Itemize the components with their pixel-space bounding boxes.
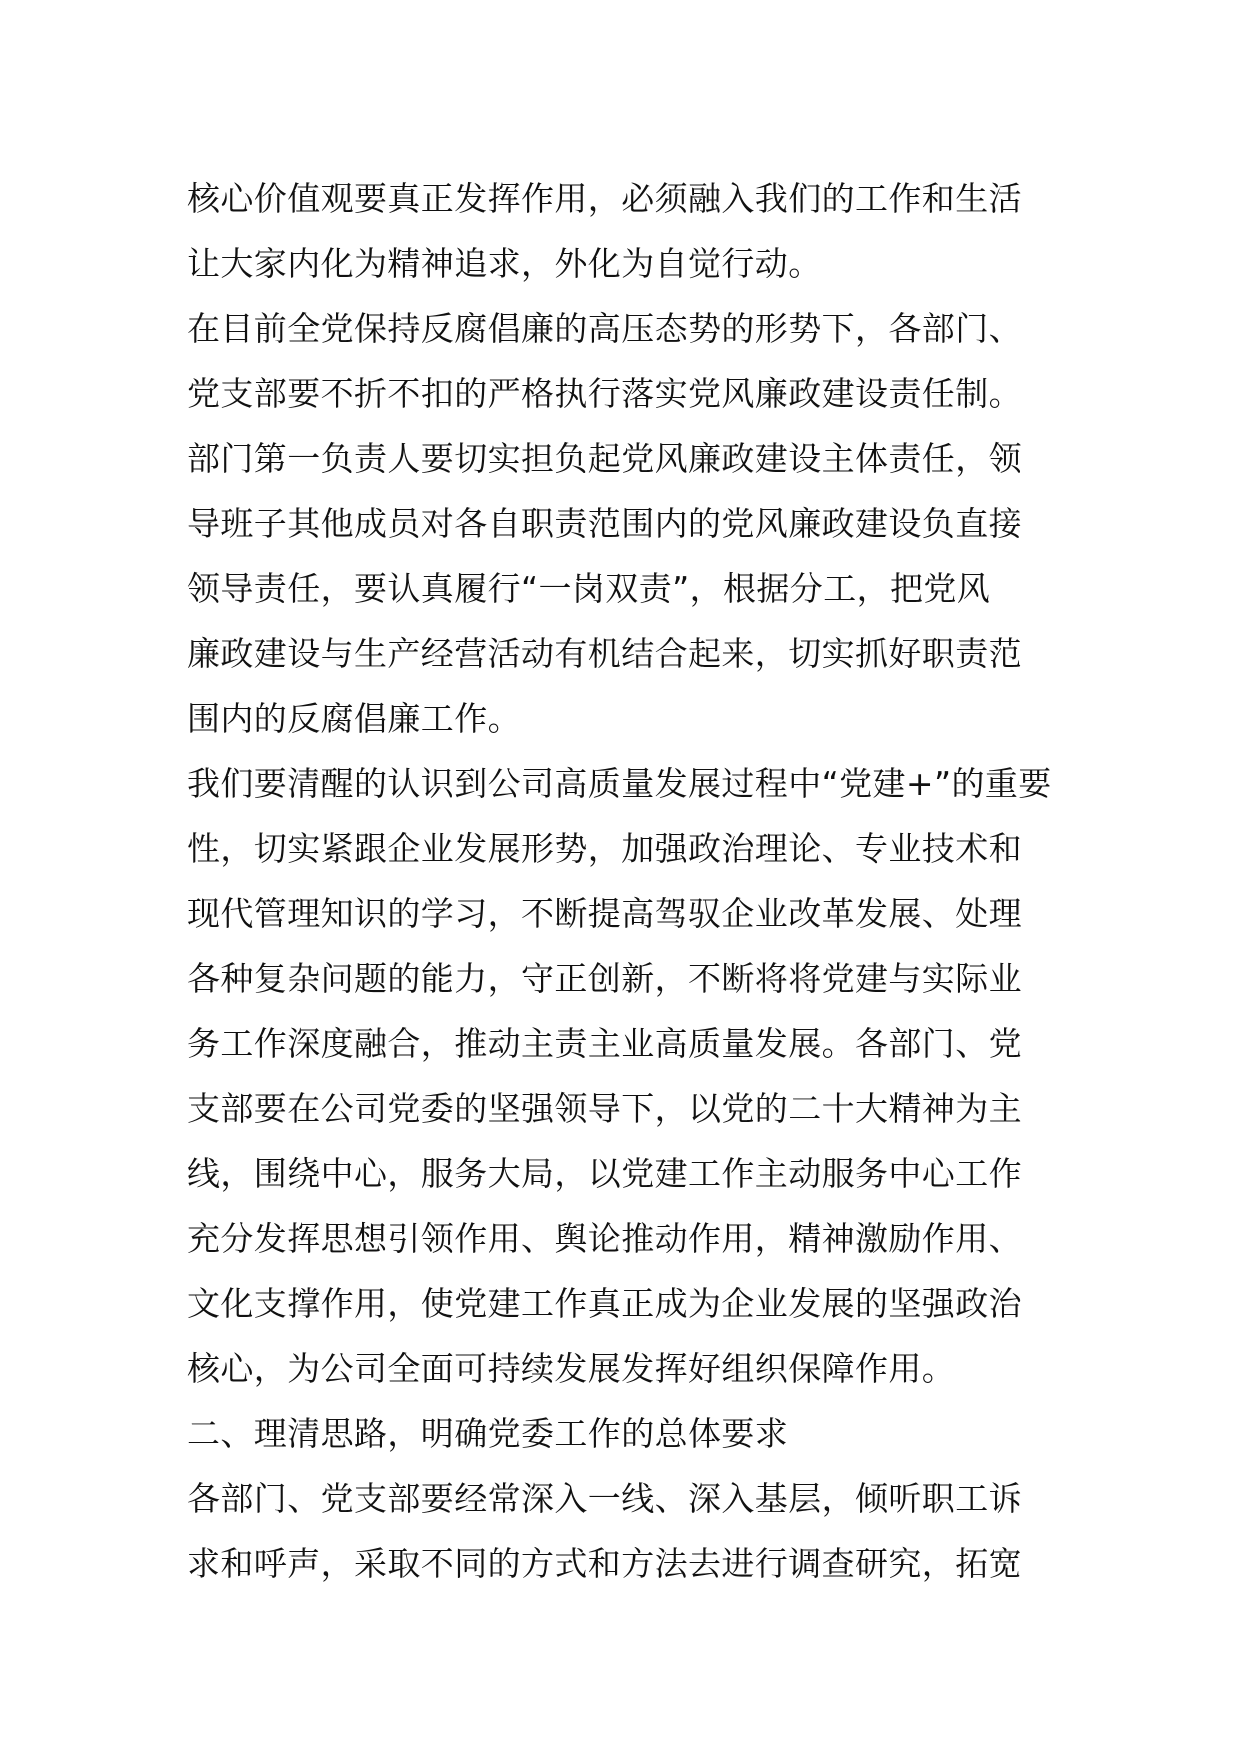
text-line: 核心，为公司全面可持续发展发挥好组织保障作用。 [187,1349,956,1388]
text-line: 党支部要不折不扣的严格执行落实党风廉政建设责任制。 [187,374,1022,413]
text-line: 让大家内化为精神追求，外化为自觉行动。 [187,244,822,283]
text-line: 核心价值观要真正发挥作用，必须融入我们的工作和生活 [187,179,1022,218]
text-line: 各种复杂问题的能力，守正创新，不断将将党建与实际业 [187,959,1022,998]
text-line: 现代管理知识的学习，不断提高驾驭企业改革发展、处理 [187,894,1022,933]
text-line: 部门第一负责人要切实担负起党风廉政建设主体责任，领 [187,439,1022,478]
text-line: 支部要在公司党委的坚强领导下，以党的二十大精神为主 [187,1089,1022,1128]
text-line: 务工作深度融合，推动主责主业高质量发展。各部门、党 [187,1024,1022,1063]
text-line: 性，切实紧跟企业发展形势，加强政治理论、专业技术和 [187,829,1022,868]
text-line: 文化支撑作用，使党建工作真正成为企业发展的坚强政治 [187,1284,1022,1323]
text-line: 围内的反腐倡廉工作。 [187,699,521,738]
document-body [187,166,1067,1596]
text-line: 求和呼声，采取不同的方式和方法去进行调查研究，拓宽 [187,1544,1022,1583]
text-line: 各部门、党支部要经常深入一线、深入基层，倾听职工诉 [187,1479,1022,1518]
text-line: 在目前全党保持反腐倡廉的高压态势的形势下，各部门、 [187,309,1022,348]
text-line: 充分发挥思想引领作用、舆论推动作用，精神激励作用、 [187,1219,1022,1258]
text-line: 领导责任，要认真履行“一岗双责”，根据分工，把党风 [187,569,991,608]
section-heading: 二、理清思路，明确党委工作的总体要求 [187,1414,789,1453]
text-line: 线，围绕中心，服务大局，以党建工作主动服务中心工作 [187,1154,1022,1193]
text-line: 廉政建设与生产经营活动有机结合起来，切实抓好职责范 [187,634,1022,673]
text-line: 我们要清醒的认识到公司高质量发展过程中“党建+”的重要 [187,764,1052,803]
text-line: 导班子其他成员对各自职责范围内的党风廉政建设负直接 [187,504,1022,543]
